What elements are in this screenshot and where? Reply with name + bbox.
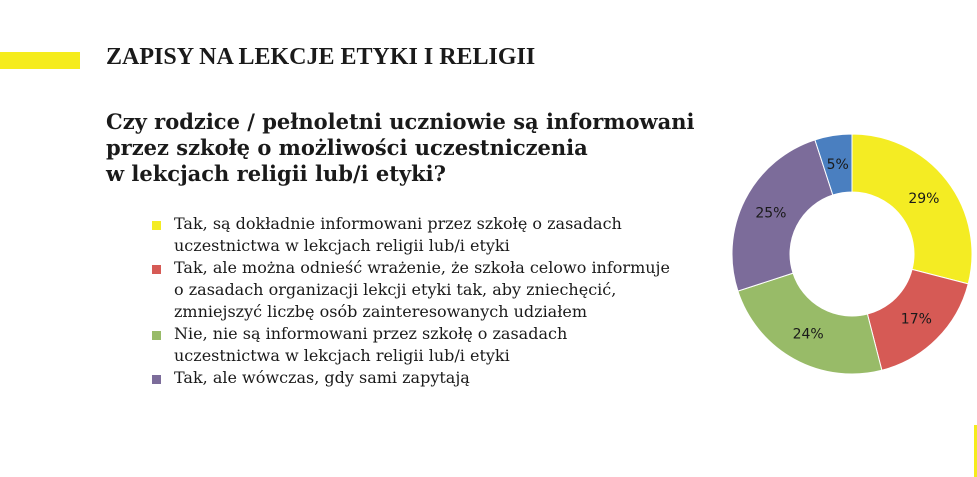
legend-item-3 [152,323,712,367]
legend-item-2-line-3: zmniejszyć liczbę osób zainteresowanych udziałem [174,302,588,321]
slice-label-2: 17% [900,311,932,328]
legend-item-3-line-1: Nie, nie są informowani przez szkołę o zasadach [174,324,568,343]
slice-label-5: 5% [826,157,849,174]
question-line-3: w lekcjach religii lub/i etyki? [106,161,446,186]
legend-swatch-3 [152,331,161,340]
legend-swatch-4 [152,375,161,384]
slice-label-4: 25% [755,205,787,222]
legend-item-1 [152,213,712,257]
legend-item-3-line-2: uczestnictwa w lekcjach religii lub/i etyki [174,346,510,365]
slice-label-1: 29% [908,191,940,208]
question-line-1: Czy rodzice / pełnoletni uczniowie są informowani [106,109,695,134]
legend-item-1-line-2: uczestnictwa w lekcjach religii lub/i etyki [174,236,510,255]
legend-item-1-line-1: Tak, są dokładnie informowani przez szkołę o zasadach [174,214,622,233]
legend-item-4-line-1: Tak, ale wówczas, gdy sami zapytają [174,368,470,387]
legend-item-2-line-2: o zasadach organizacji lekcji etyki tak, aby zniechęcić, [174,280,617,299]
chart-legend [152,213,712,389]
question-line-2: przez szkołę o możliwości uczestniczenia [106,135,588,160]
title-accent-bar [0,52,80,69]
donut-chart-svg [728,130,977,379]
legend-item-2 [152,257,712,323]
legend-swatch-2 [152,265,161,274]
slice-label-3: 24% [792,326,824,343]
legend-item-4 [152,367,712,389]
donut-chart [728,130,977,379]
page-title: ZAPISY NA LEKCJE ETYKI I RELIGII [106,44,536,70]
question-text [106,109,706,187]
legend-swatch-1 [152,221,161,230]
donut-slice-3 [738,273,882,374]
legend-item-2-line-1: Tak, ale można odnieść wrażenie, że szkoła celowo informuje [174,258,670,277]
donut-slice-1 [852,134,972,284]
